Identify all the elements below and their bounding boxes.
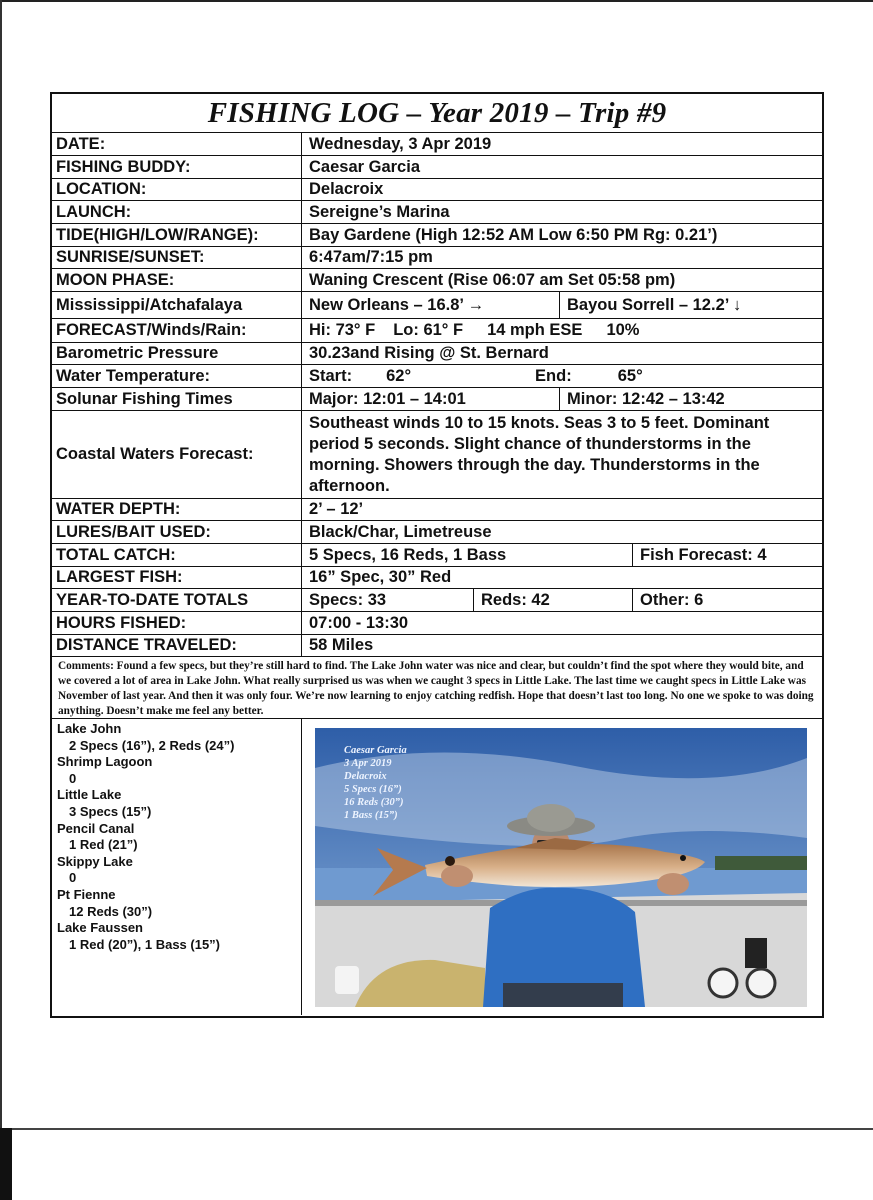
ytd-label: YEAR-TO-DATE TOTALS (52, 589, 302, 611)
fish-forecast: Fish Forecast: 4 (632, 544, 767, 566)
launch-value: Sereigne’s Marina (309, 202, 450, 221)
spot-list (52, 719, 302, 1015)
catch-label: TOTAL CATCH: (52, 544, 302, 566)
row-lures (52, 521, 822, 544)
distance-label: DISTANCE TRAVELED: (52, 635, 302, 656)
row-river (52, 292, 822, 319)
spot-catch: 1 Red (21”) (69, 837, 138, 853)
gauge-right (747, 969, 775, 997)
hours-value: 07:00 - 13:30 (309, 613, 409, 632)
coastal-label: Coastal Waters Forecast: (52, 411, 302, 498)
row-date (52, 133, 822, 156)
forecast-hi: Hi: 73° F (309, 321, 376, 339)
water-temp-end-value: 65° (617, 366, 643, 385)
sun-label: SUNRISE/SUNSET: (52, 247, 302, 268)
water-temp-end-label: End: (535, 366, 572, 385)
spot-catch: 0 (69, 870, 77, 886)
spot-name: Little Lake (57, 787, 122, 803)
row-pressure (52, 343, 822, 365)
caption-line: 16 Reds (30”) (344, 797, 404, 808)
scan-edge-bottom (0, 1128, 873, 1130)
console-device (745, 938, 767, 968)
buddy-value: Caesar Garcia (309, 157, 420, 176)
row-launch (52, 201, 822, 224)
location-value: Delacroix (309, 180, 384, 198)
row-solunar (52, 388, 822, 411)
water-temp-start-value: 62° (386, 366, 412, 385)
forecast-wind: 14 mph ESE (487, 321, 583, 339)
new-orleans-stage: New Orleans – 16.8’ → (309, 295, 485, 314)
forecast-rain: 10% (606, 321, 640, 339)
caption-line: 3 Apr 2019 (344, 758, 392, 769)
catch-value: 5 Specs, 16 Reds, 1 Bass (309, 545, 507, 564)
spot-name: Lake Faussen (57, 920, 143, 936)
row-hours (52, 612, 822, 635)
row-location (52, 179, 822, 201)
row-ytd (52, 589, 822, 612)
spot-name: Pt Fienne (57, 886, 116, 902)
row-catch (52, 544, 822, 567)
forecast-lo: Lo: 61° F (393, 321, 464, 339)
row-water-temp (52, 365, 822, 388)
buddy-label: FISHING BUDDY: (52, 156, 302, 178)
scan-corner-shadow (0, 1128, 12, 1200)
angler-pants (503, 983, 623, 1007)
solunar-label: Solunar Fishing Times (52, 388, 302, 410)
date-value: Wednesday, 3 Apr 2019 (309, 134, 492, 153)
spot-catch: 12 Reds (30”) (69, 903, 153, 919)
moon-label: MOON PHASE: (52, 269, 302, 291)
hat-crown (527, 804, 575, 832)
pressure-value: 30.23and Rising @ St. Bernard (309, 344, 549, 362)
ytd-specs: Specs: 33 (309, 590, 387, 609)
spot-name: Skippy Lake (57, 853, 133, 869)
caption-line: Delacroix (344, 771, 387, 782)
fish-spot (445, 856, 455, 866)
date-label: DATE: (52, 133, 302, 155)
row-buddy (52, 156, 822, 179)
spot-name: Shrimp Lagoon (57, 754, 153, 770)
coastal-value: Southeast winds 10 to 15 knots. Seas 3 to 5 feet. Dominant period 5 seconds. Slight chance of thunderstorms in the morning. Showers through the day. Thunderstorms in the afternoon. (309, 414, 770, 495)
spot-catch: 1 Red (20”), 1 Bass (15”) (69, 936, 221, 952)
row-depth (52, 499, 822, 521)
fish-eye (680, 855, 686, 861)
cup (335, 966, 359, 994)
hours-label: HOURS FISHED: (52, 612, 302, 634)
forecast-label: FORECAST/Winds/Rain: (52, 319, 302, 342)
catch-photo (315, 728, 807, 1007)
water-temp-label: Water Temperature: (52, 365, 302, 387)
log-title: FISHING LOG – Year 2019 – Trip #9 (52, 94, 822, 133)
depth-value: 2’ – 12’ (309, 500, 364, 518)
row-coastal (52, 411, 822, 499)
caption-line: 1 Bass (15”) (344, 810, 398, 821)
sun-value: 6:47am/7:15 pm (309, 248, 433, 266)
comments-text: Comments: Found a few specs, but they’re still hard to find. The Lake John water was nice and clear, but couldn’t find the spot where they would bite, and we covered a lot of area in Lake John. What really surprised us was when we caught 3 specs in Little Lake. The last time we caught specs in Little Lake was November of last year. And then it was only four. We’re now learning to enjoy catching redfish. Hope that doesn’t last too long. No one we spoke to was doing anything. Doesn’t make me feel any better. (52, 657, 822, 719)
row-tide (52, 224, 822, 247)
tide-label: TIDE(HIGH/LOW/RANGE): (52, 224, 302, 246)
tide-value: Bay Gardene (High 12:52 AM Low 6:50 PM Rg: 0.21’) (309, 225, 718, 244)
spot-catch: 2 Specs (16”), 2 Reds (24”) (69, 737, 235, 753)
row-distance (52, 635, 822, 657)
spot-catch: 3 Specs (15”) (69, 803, 152, 819)
pressure-label: Barometric Pressure (52, 343, 302, 364)
water-temp-value (302, 365, 822, 387)
moon-value: Waning Crescent (Rise 06:07 am Set 05:58 pm) (309, 270, 676, 289)
scan-edge-top (0, 0, 873, 2)
row-sun (52, 247, 822, 269)
photo-caption (344, 744, 407, 822)
launch-label: LAUNCH: (52, 201, 302, 223)
spot-name: Lake John (57, 721, 122, 736)
scan-edge-left (0, 0, 2, 1200)
largest-value: 16” Spec, 30” Red (309, 568, 452, 586)
water-temp-start-label: Start: (309, 366, 353, 385)
solunar-major: Major: 12:01 – 14:01 (309, 389, 466, 408)
row-largest (52, 567, 822, 589)
row-forecast (52, 319, 822, 343)
gauge-left (709, 969, 737, 997)
angler-right-hand (657, 873, 689, 895)
distance-value: 58 Miles (309, 636, 374, 654)
ytd-reds: Reds: 42 (473, 589, 632, 611)
caption-line: 5 Specs (16”) (344, 784, 402, 795)
spot-catch: 0 (69, 770, 77, 786)
shoreline (715, 856, 807, 870)
spot-name: Pencil Canal (57, 820, 135, 836)
angler-left-hand (441, 865, 473, 887)
solunar-minor: Minor: 12:42 – 13:42 (559, 388, 725, 410)
lures-label: LURES/BAIT USED: (52, 521, 302, 543)
river-label: Mississippi/Atchafalaya (52, 292, 302, 318)
largest-label: LARGEST FISH: (52, 567, 302, 588)
lures-value: Black/Char, Limetreuse (309, 522, 492, 541)
bayou-sorrell-stage: Bayou Sorrell – 12.2’ ↓ (559, 292, 741, 318)
forecast-value (302, 319, 822, 342)
caption-line: Caesar Garcia (344, 745, 407, 756)
row-moon (52, 269, 822, 292)
depth-label: WATER DEPTH: (52, 499, 302, 520)
ytd-other: Other: 6 (632, 589, 703, 611)
location-label: LOCATION: (52, 179, 302, 200)
